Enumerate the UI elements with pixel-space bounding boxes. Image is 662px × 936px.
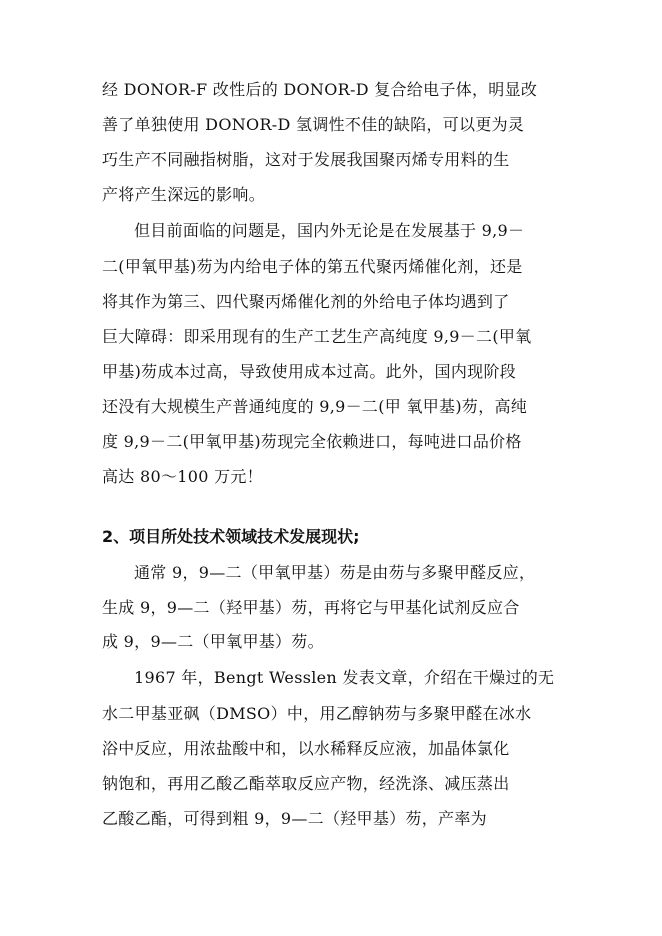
paragraph-4-line-5: 乙酸乙酯，可得到粗 9，9—二（羟甲基）芴，产率为 bbox=[102, 809, 487, 828]
paragraph-4-line-4: 钠饱和，再用乙酸乙酯萃取反应产物，经洗涤、减压蒸出 bbox=[102, 774, 510, 793]
paragraph-4-line-1: 1967 年，Bengt Wesslen 发表文章，介绍在干燥过的无 bbox=[134, 668, 555, 687]
paragraph-2-line-8: 高达 80～100 万元！ bbox=[102, 467, 263, 486]
paragraph-2-line-4: 巨大障碍：即采用现有的生产工艺生产高纯度 9,9－二(甲氧 bbox=[102, 327, 532, 346]
paragraph-2-line-1: 但目前面临的问题是，国内外无论是在发展基于 9,9－ bbox=[134, 221, 525, 240]
paragraph-4-line-2: 水二甲基亚砜（DMSO）中，用乙醇钠芴与多聚甲醛在冰水 bbox=[102, 704, 532, 723]
paragraph-1-line-3: 巧生产不同融指树脂，这对于发展我国聚丙烯专用料的生 bbox=[102, 150, 510, 169]
paragraph-2-line-7: 度 9,9－二(甲氧甲基)芴现完全依赖进口，每吨进口品价格 bbox=[102, 432, 522, 451]
paragraph-1-line-4: 产将产生深远的影响。 bbox=[102, 185, 266, 204]
paragraph-1-line-1: 经 DONOR-F 改性后的 DONOR-D 复合给电子体，明显改 bbox=[102, 80, 538, 99]
paragraph-2-line-5: 甲基)芴成本过高，导致使用成本过高。此外，国内现阶段 bbox=[102, 362, 517, 381]
paragraph-2-line-3: 将其作为第三、四代聚丙烯催化剂的外给电子体均遇到了 bbox=[102, 292, 510, 311]
paragraph-3-line-1: 通常 9，9—二（甲氧甲基）芴是由芴与多聚甲醛反应， bbox=[134, 563, 536, 582]
paragraph-2-line-2: 二(甲氧甲基)芴为内给电子体的第五代聚丙烯催化剂，还是 bbox=[102, 257, 523, 276]
paragraph-4-line-3: 浴中反应，用浓盐酸中和，以水稀释反应液，加晶体氯化 bbox=[102, 739, 510, 758]
paragraph-3-line-2: 生成 9，9—二（羟甲基）芴，再将它与甲基化试剂反应合 bbox=[102, 598, 520, 617]
paragraph-1-line-2: 善了单独使用 DONOR-D 氢调性不佳的缺陷，可以更为灵 bbox=[102, 115, 525, 134]
paragraph-2-line-6: 还没有大规模生产普通纯度的 9,9－二(甲 氧甲基)芴，高纯 bbox=[102, 397, 528, 416]
paragraph-3-line-3: 成 9，9—二（甲氧甲基）芴。 bbox=[102, 632, 324, 651]
section-heading: 2、项目所处技术领域技术发展现状; bbox=[102, 527, 360, 546]
